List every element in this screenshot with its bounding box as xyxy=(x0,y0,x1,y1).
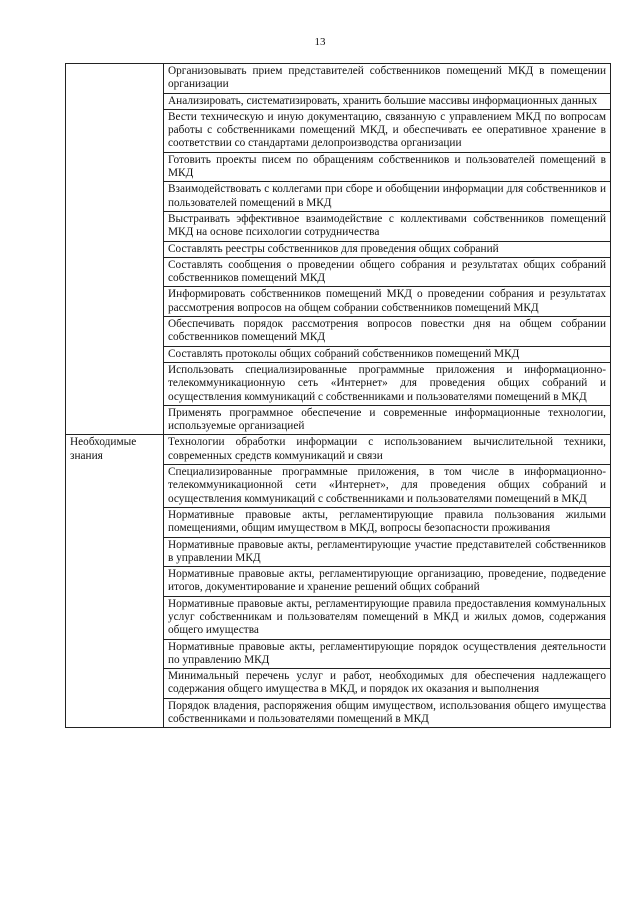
skill-item: Организовывать прием представителей собственников помещений МКД в помещении организации xyxy=(164,64,611,94)
knowledge-item: Специализированные программные приложения, в том числе в информационно-телекоммуникационной сети «Интернет», для проведения общих собраний и осуществления коммуникаций с собственниками и пользователями помещений в МКД xyxy=(164,465,611,508)
knowledge-item: Порядок владения, распоряжения общим имуществом, использования общего имущества собственниками и пользователями помещений в МКД xyxy=(164,698,611,728)
skill-item: Информировать собственников помещений МКД о проведении собрания и результатах рассмотрения вопросов на общем собрании собственников помещений МКД xyxy=(164,287,611,317)
table-row xyxy=(66,435,611,465)
knowledge-item: Нормативные правовые акты, регламентирующие организацию, проведение, подведение итогов, документирование и хранение решений общих собраний xyxy=(164,567,611,597)
skill-item: Вести техническую и иную документацию, связанную с управлением МКД по вопросам работы с собственниками помещений МКД, и обеспечивать ее оперативное хранение в соответствии со стандартами делопроизводства организации xyxy=(164,109,611,152)
knowledge-item: Минимальный перечень услуг и работ, необходимых для обеспечения надлежащего содержания общего имущества в МКД, и порядок их оказания и выполнения xyxy=(164,669,611,699)
skill-item: Применять программное обеспечение и современные информационные технологии, используемые организацией xyxy=(164,405,611,435)
knowledge-label: Необходимые знания xyxy=(66,435,164,728)
knowledge-item: Технологии обработки информации с использованием вычислительной техники, современных средств коммуникаций и связи xyxy=(164,435,611,465)
knowledge-item: Нормативные правовые акты, регламентирующие правила пользования жилыми помещениями, общим имуществом в МКД, вопросы безопасности проживания xyxy=(164,507,611,537)
skill-item: Использовать специализированные программные приложения и информационно-телекоммуникационную сеть «Интернет» для проведения общих собраний и осуществления коммуникаций с собственниками и пользователями помещений в МКД xyxy=(164,362,611,405)
skill-item: Готовить проекты писем по обращениям собственников и пользователей помещений в МКД xyxy=(164,152,611,182)
knowledge-item: Нормативные правовые акты, регламентирующие правила предоставления коммунальных услуг собственникам и пользователям помещений в МКД и жилых домов, содержания общего имущества xyxy=(164,596,611,639)
requirements-table xyxy=(65,63,611,728)
skill-item: Составлять протоколы общих собраний собственников помещений МКД xyxy=(164,346,611,362)
page-number: 13 xyxy=(314,36,326,48)
skill-item: Обеспечивать порядок рассмотрения вопросов повестки дня на общем собрании собственников помещений МКД xyxy=(164,317,611,347)
skill-item: Анализировать, систематизировать, хранить большие массивы информационных данных xyxy=(164,93,611,109)
knowledge-item: Нормативные правовые акты, регламентирующие порядок осуществления деятельности по управлению МКД xyxy=(164,639,611,669)
knowledge-item: Нормативные правовые акты, регламентирующие участие представителей собственников в управлении МКД xyxy=(164,537,611,567)
skill-item: Взаимодействовать с коллегами при сборе и обобщении информации для собственников и пользователей помещений в МКД xyxy=(164,182,611,212)
skill-item: Составлять сообщения о проведении общего собрания и результатах общих собраний собственников помещений МКД xyxy=(164,257,611,287)
table-row xyxy=(66,64,611,94)
skill-item: Составлять реестры собственников для проведения общих собраний xyxy=(164,241,611,257)
skills-label-cell xyxy=(66,64,164,435)
skill-item: Выстраивать эффективное взаимодействие с коллективами собственников помещений МКД на основе психологии сотрудничества xyxy=(164,211,611,241)
